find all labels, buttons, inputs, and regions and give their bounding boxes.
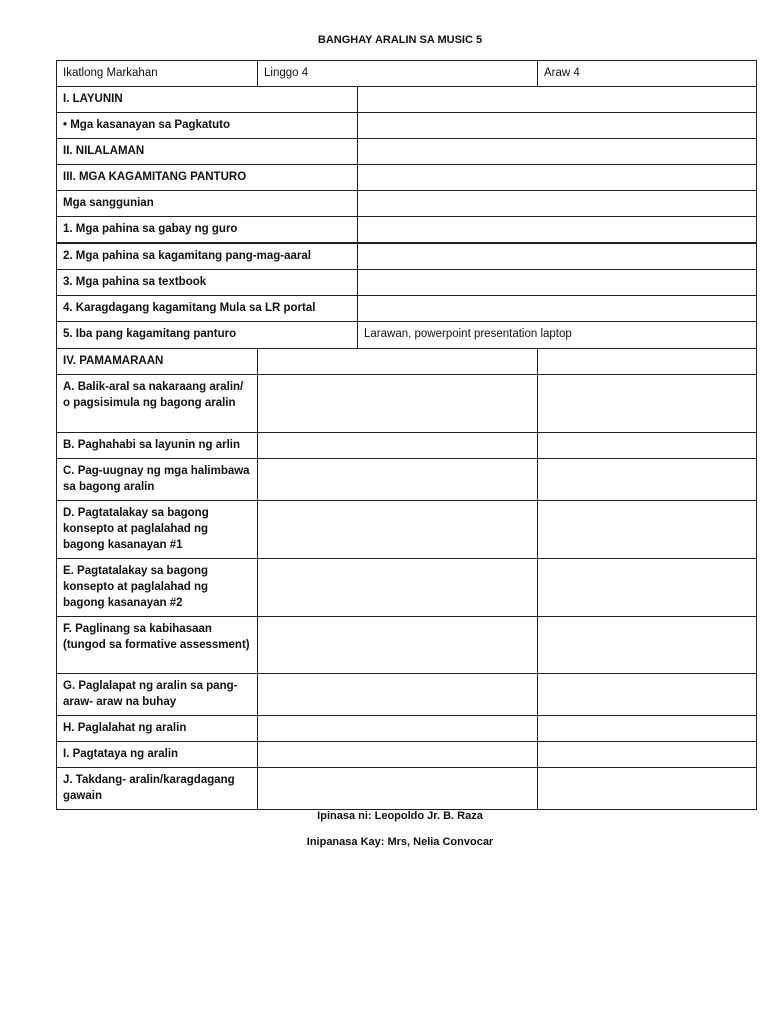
- procedure-row: [56, 500, 757, 559]
- section-row: [56, 269, 757, 296]
- procedure-label: H. Paglalahat ng aralin: [56, 715, 258, 742]
- section-label: 5. Iba pang kagamitang panturo: [56, 321, 358, 349]
- section-value: [357, 243, 757, 270]
- procedure-cell: [257, 458, 538, 501]
- procedure-label: G. Paglalapat ng aralin sa pang- araw- araw na buhay: [56, 673, 258, 716]
- procedure-row: [56, 616, 757, 674]
- araw-cell: Araw 4: [537, 60, 757, 87]
- procedure-cell: [537, 500, 757, 559]
- procedure-label: B. Paghahabi sa layunin ng arlin: [56, 432, 258, 459]
- procedure-cell: [257, 558, 538, 617]
- section-label: I. LAYUNIN: [56, 86, 358, 113]
- section-row: [56, 138, 757, 165]
- section-row: [56, 243, 757, 270]
- procedure-row: [56, 741, 757, 768]
- section-label: 2. Mga pahina sa kagamitang pang-mag-aaral: [56, 243, 358, 270]
- procedure-label: E. Pagtatalakay sa bagong konsepto at paglalahad ng bagong kasanayan #2: [56, 558, 258, 617]
- procedure-row: [56, 767, 757, 810]
- procedure-cell: [537, 673, 757, 716]
- procedure-label: A. Balik-aral sa nakaraang aralin/ o pagsisimula ng bagong aralin: [56, 374, 258, 433]
- procedure-cell: [257, 348, 538, 375]
- section-label: 1. Mga pahina sa gabay ng guro: [56, 216, 358, 243]
- procedure-cell: [537, 767, 757, 810]
- submitted-to: Inipanasa Kay: Mrs, Nelia Convocar: [306, 836, 494, 848]
- procedure-cell: [257, 432, 538, 459]
- submitted-by: Ipinasa ni: Leopoldo Jr. B. Raza: [317, 810, 483, 822]
- section-row: [56, 321, 757, 349]
- procedure-row: [56, 458, 757, 501]
- markahan-cell: Ikatlong Markahan: [56, 60, 258, 87]
- procedure-cell: [257, 616, 538, 674]
- section-row: [56, 190, 757, 217]
- procedure-cell: [537, 741, 757, 768]
- section-label: 4. Karagdagang kagamitang Mula sa LR portal: [56, 295, 358, 322]
- procedure-cell: [537, 715, 757, 742]
- section-row: [56, 164, 757, 191]
- section-value: [357, 86, 757, 113]
- section-label: Mga sanggunian: [56, 190, 358, 217]
- procedure-label: D. Pagtatalakay sa bagong konsepto at paglalahad ng bagong kasanayan #1: [56, 500, 258, 559]
- section-row: [56, 112, 757, 139]
- document-title: BANGHAY ARALIN SA MUSIC 5: [317, 34, 483, 46]
- procedure-cell: [257, 741, 538, 768]
- procedure-label: C. Pag-uugnay ng mga halimbawa sa bagong aralin: [56, 458, 258, 501]
- procedure-row: [56, 348, 757, 375]
- procedure-cell: [537, 558, 757, 617]
- procedure-cell: [257, 374, 538, 433]
- procedure-label: F. Paglinang sa kabihasaan (tungod sa formative assessment): [56, 616, 258, 674]
- section-value: [357, 216, 757, 243]
- procedure-cell: [537, 432, 757, 459]
- procedure-row: [56, 673, 757, 716]
- section-label: 3. Mga pahina sa textbook: [56, 269, 358, 296]
- procedure-cell: [257, 715, 538, 742]
- procedure-cell: [537, 374, 757, 433]
- section-value: [357, 295, 757, 322]
- procedure-label: J. Takdang- aralin/karagdagang gawain: [56, 767, 258, 810]
- procedure-row: [56, 374, 757, 433]
- section-row: [56, 216, 757, 243]
- section-value: [357, 138, 757, 165]
- procedure-cell: [537, 616, 757, 674]
- procedure-label: I. Pagtataya ng aralin: [56, 741, 258, 768]
- section-value: Larawan, powerpoint presentation laptop: [357, 321, 757, 349]
- procedure-cell: [257, 767, 538, 810]
- procedure-cell: [537, 348, 757, 375]
- section-row: [56, 86, 757, 113]
- section-value: [357, 269, 757, 296]
- section-label: III. MGA KAGAMITANG PANTURO: [56, 164, 358, 191]
- section-row: [56, 295, 757, 322]
- procedure-cell: [257, 673, 538, 716]
- procedure-row: [56, 715, 757, 742]
- procedure-cell: [537, 458, 757, 501]
- section-value: [357, 164, 757, 191]
- section-label: • Mga kasanayan sa Pagkatuto: [56, 112, 358, 139]
- procedure-row: [56, 432, 757, 459]
- section-label: II. NILALAMAN: [56, 138, 358, 165]
- section-value: [357, 112, 757, 139]
- header-row: [56, 60, 757, 87]
- section-value: [357, 190, 757, 217]
- procedure-cell: [257, 500, 538, 559]
- procedure-label: IV. PAMAMARAAN: [56, 348, 258, 375]
- procedure-row: [56, 558, 757, 617]
- linggo-cell: Linggo 4: [257, 60, 538, 87]
